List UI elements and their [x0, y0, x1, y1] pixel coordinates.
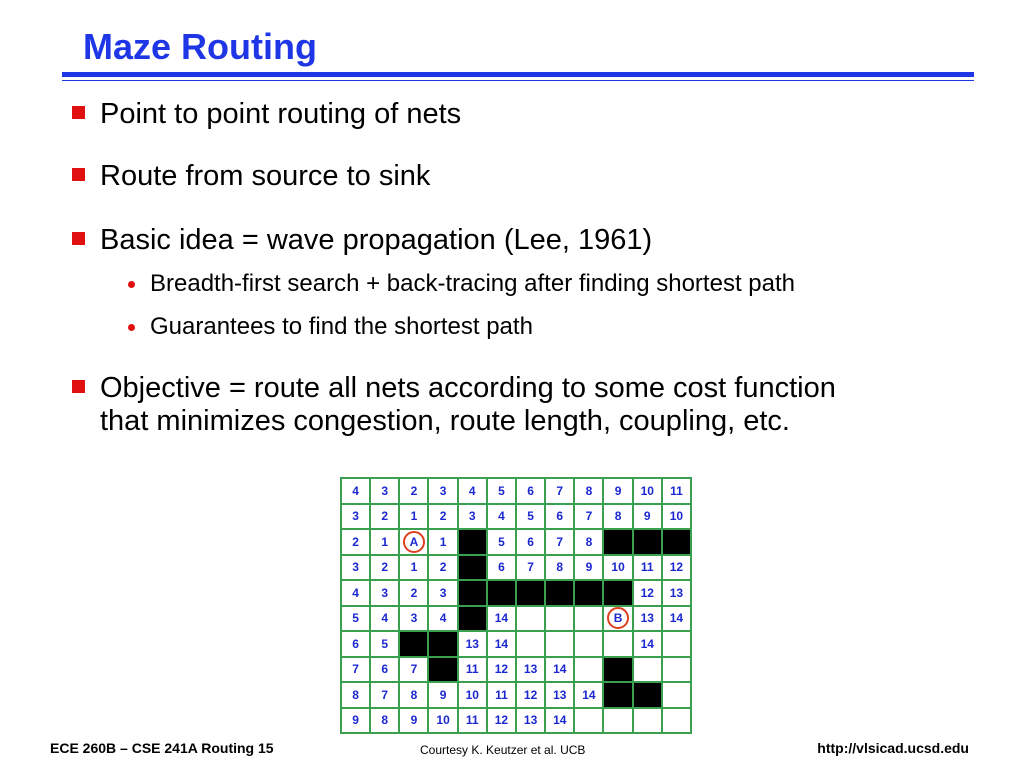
bullet-3-text: Basic idea = wave propagation (Lee, 1961)	[100, 224, 653, 256]
grid-cell: 14	[488, 632, 515, 656]
grid-cell: 1	[371, 530, 398, 554]
grid-cell	[634, 658, 661, 682]
grid-cell: 14	[488, 607, 515, 631]
grid-cell: 12	[488, 658, 515, 682]
grid-cell-blocked	[663, 530, 690, 554]
grid-cell: 9	[604, 479, 631, 503]
grid-cell: 8	[575, 479, 602, 503]
grid-cell	[575, 607, 602, 631]
grid-cell: 14	[546, 709, 573, 733]
grid-cell: 9	[342, 709, 369, 733]
bullet-4-text: Objective = route all nets according to some cost function	[100, 372, 836, 404]
grid-cell: 7	[575, 505, 602, 529]
grid-cell: 5	[488, 530, 515, 554]
grid-cell: 13	[663, 581, 690, 605]
bullet-square-icon	[72, 380, 85, 393]
grid-cell: 4	[459, 479, 486, 503]
grid-cell: 3	[371, 581, 398, 605]
grid-cell	[517, 607, 544, 631]
grid-cell	[663, 632, 690, 656]
grid-cell: 14	[663, 607, 690, 631]
grid-cell: 3	[342, 556, 369, 580]
grid-cell-blocked	[488, 581, 515, 605]
footer-course: ECE 260B – CSE 241A Routing 15	[50, 740, 274, 756]
grid-cell: 11	[634, 556, 661, 580]
grid-cell: 2	[371, 556, 398, 580]
grid-cell: 5	[488, 479, 515, 503]
grid-cell: 2	[342, 530, 369, 554]
grid-cell-blocked	[517, 581, 544, 605]
grid-cell: 7	[517, 556, 544, 580]
grid-cell: 13	[517, 709, 544, 733]
grid-cell: 8	[342, 683, 369, 707]
grid-cell: 12	[663, 556, 690, 580]
title-underline-thick	[62, 72, 974, 77]
grid-cell: 6	[517, 530, 544, 554]
grid-cell: 6	[488, 556, 515, 580]
grid-cell: 12	[634, 581, 661, 605]
grid-cell: 13	[459, 632, 486, 656]
grid-cell: 2	[371, 505, 398, 529]
grid-cell-blocked	[429, 658, 456, 682]
grid-cell	[663, 709, 690, 733]
grid-cell: 2	[429, 505, 456, 529]
grid-cell	[663, 683, 690, 707]
grid-cell: 1	[400, 505, 427, 529]
title-underline-thin	[62, 80, 974, 81]
grid-cell: 10	[663, 505, 690, 529]
bullet-4	[100, 372, 836, 438]
grid-cell: 3	[342, 505, 369, 529]
grid-cell: 7	[342, 658, 369, 682]
grid-cell: 4	[342, 581, 369, 605]
grid-cell-blocked	[604, 658, 631, 682]
grid-cell-blocked	[604, 530, 631, 554]
grid-cell: 6	[517, 479, 544, 503]
bullet-3	[100, 224, 652, 257]
bullet-2-text: Route from source to sink	[100, 160, 431, 192]
grid-cell: 3	[429, 479, 456, 503]
bullet-4-text-line2: that minimizes congestion, route length, coupling, etc.	[100, 405, 790, 437]
sub-bullet-2	[150, 313, 533, 341]
grid-cell: 12	[517, 683, 544, 707]
maze-grid	[340, 477, 692, 734]
grid-cell	[604, 632, 631, 656]
terminal-label: B	[613, 611, 623, 626]
grid-cell: 10	[429, 709, 456, 733]
grid-cell: 14	[546, 658, 573, 682]
grid-cell: 6	[371, 658, 398, 682]
grid-cell	[604, 709, 631, 733]
grid-cell: 7	[546, 479, 573, 503]
bullet-2	[100, 160, 430, 193]
grid-cell: 3	[400, 607, 427, 631]
grid-cell-blocked	[546, 581, 573, 605]
grid-cell	[546, 632, 573, 656]
bullet-dot-icon	[128, 324, 135, 331]
grid-cell: 4	[342, 479, 369, 503]
grid-cell-blocked	[459, 581, 486, 605]
grid-cell-blocked	[634, 530, 661, 554]
footer-url: http://vlsicad.ucsd.edu	[817, 740, 969, 756]
grid-cell: 11	[663, 479, 690, 503]
grid-cell: 10	[459, 683, 486, 707]
grid-cell: 5	[517, 505, 544, 529]
sub-bullet-1	[150, 270, 795, 298]
sub-bullet-2-text: Guarantees to find the shortest path	[150, 313, 533, 340]
grid-cell: 13	[546, 683, 573, 707]
grid-cell-blocked	[575, 581, 602, 605]
grid-cell: 9	[634, 505, 661, 529]
grid-cell: 10	[634, 479, 661, 503]
grid-cell: 5	[371, 632, 398, 656]
grid-cell: 8	[575, 530, 602, 554]
grid-cell	[575, 709, 602, 733]
grid-cell: 1	[429, 530, 456, 554]
grid-cell: 14	[575, 683, 602, 707]
grid-cell: 13	[517, 658, 544, 682]
grid-cell-blocked	[459, 556, 486, 580]
grid-cell: 7	[546, 530, 573, 554]
grid-cell: 2	[400, 581, 427, 605]
grid-cell-blocked	[604, 581, 631, 605]
grid-cell: 4	[429, 607, 456, 631]
grid-cell	[663, 658, 690, 682]
bullet-square-icon	[72, 232, 85, 245]
grid-cell: 7	[400, 658, 427, 682]
slide-title: Maze Routing	[83, 26, 317, 67]
grid-cell: 9	[575, 556, 602, 580]
grid-cell-sink	[604, 607, 631, 631]
grid-cell: 8	[371, 709, 398, 733]
grid-cell-blocked	[459, 607, 486, 631]
grid-cell: 7	[371, 683, 398, 707]
grid-cell: 4	[371, 607, 398, 631]
grid-cell: 6	[342, 632, 369, 656]
grid-cell: 3	[459, 505, 486, 529]
grid-cell: 8	[400, 683, 427, 707]
terminal-ring-icon	[607, 607, 629, 629]
grid-cell-source	[400, 530, 427, 554]
grid-cell	[517, 632, 544, 656]
grid-cell: 11	[488, 683, 515, 707]
grid-cell	[575, 658, 602, 682]
grid-cell: 11	[459, 658, 486, 682]
grid-cell: 8	[604, 505, 631, 529]
grid-cell: 12	[488, 709, 515, 733]
grid-cell	[634, 709, 661, 733]
grid-cell-blocked	[634, 683, 661, 707]
grid-cell: 13	[634, 607, 661, 631]
grid-cell	[575, 632, 602, 656]
grid-cell: 2	[429, 556, 456, 580]
grid-cell: 9	[400, 709, 427, 733]
bullet-1-text: Point to point routing of nets	[100, 98, 462, 130]
grid-cell: 10	[604, 556, 631, 580]
grid-cell: 1	[400, 556, 427, 580]
grid-cell	[546, 607, 573, 631]
grid-cell: 3	[429, 581, 456, 605]
grid-cell: 9	[429, 683, 456, 707]
grid-cell: 6	[546, 505, 573, 529]
bullet-dot-icon	[128, 281, 135, 288]
grid-cell: 3	[371, 479, 398, 503]
bullet-square-icon	[72, 168, 85, 181]
grid-cell: 8	[546, 556, 573, 580]
terminal-ring-icon	[403, 531, 425, 553]
sub-bullet-1-text: Breadth-first search + back-tracing after finding shortest path	[150, 270, 795, 297]
grid-cell: 4	[488, 505, 515, 529]
bullet-square-icon	[72, 106, 85, 119]
grid-cell: 14	[634, 632, 661, 656]
grid-cell: 11	[459, 709, 486, 733]
bullet-1	[100, 98, 461, 131]
grid-cell: 5	[342, 607, 369, 631]
grid-cell-blocked	[459, 530, 486, 554]
terminal-label: A	[409, 534, 419, 549]
grid-cell-blocked	[400, 632, 427, 656]
grid-cell-blocked	[429, 632, 456, 656]
grid-cell-blocked	[604, 683, 631, 707]
grid-cell: 2	[400, 479, 427, 503]
footer-courtesy: Courtesy K. Keutzer et al. UCB	[420, 743, 586, 757]
